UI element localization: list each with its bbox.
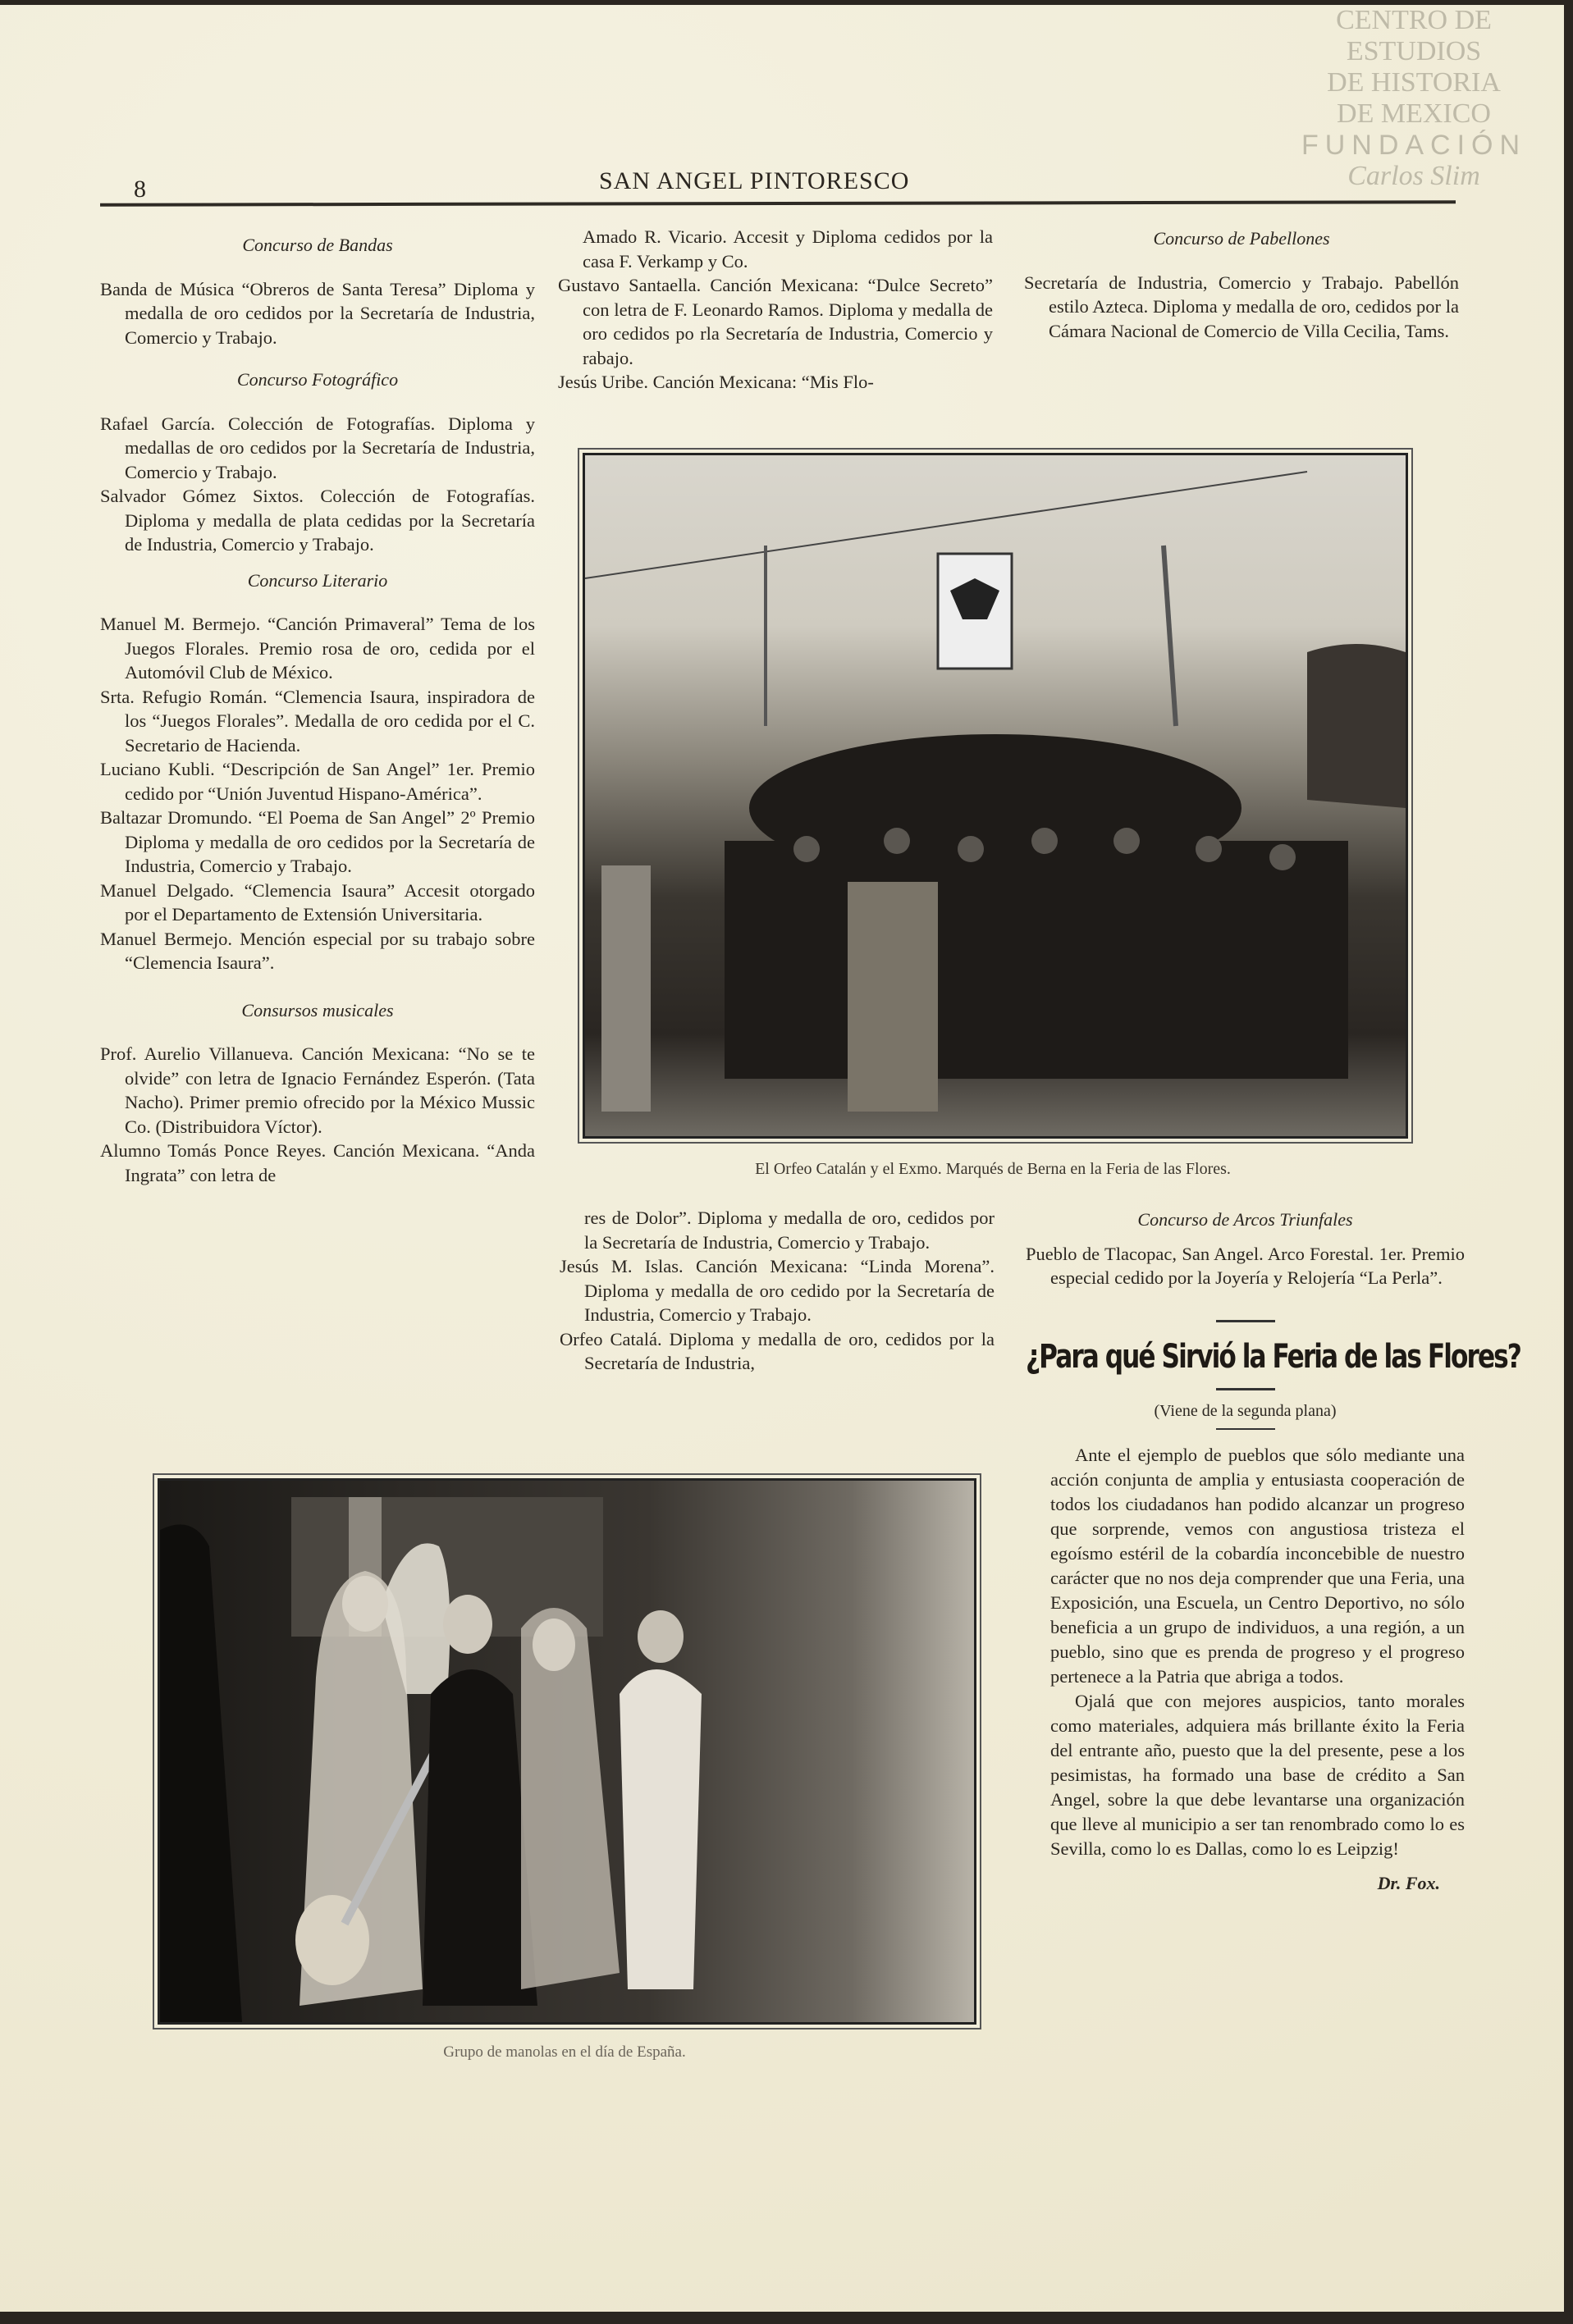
award-entry: Orfeo Catalá. Diploma y medalla de oro, cedidos por la Secretaría de Industria, bbox=[560, 1328, 995, 1373]
photo-orfeo-catalan bbox=[583, 453, 1408, 1139]
article-headline: ¿Para qué Sirvió la Feria de las Flores? bbox=[1026, 1337, 1520, 1376]
column-3-top bbox=[1024, 226, 1459, 343]
watermark-line: DE MEXICO bbox=[1337, 98, 1491, 129]
photo-women-illustration bbox=[160, 1481, 974, 2022]
photo-grupo-manolas bbox=[158, 1478, 976, 2025]
section-heading: Concurso Fotográfico bbox=[236, 369, 399, 390]
watermark-signature: Carlos Slim bbox=[1347, 161, 1480, 191]
award-entry: Luciano Kubli. “Descripción de San Angel” 1er. Premio cedido por “Unión Juventud Hispano-América”. bbox=[100, 759, 535, 804]
section-heading: Concurso Literario bbox=[247, 569, 388, 591]
award-entry: Srta. Refugio Román. “Clemencia Isaura, inspiradora de los “Juegos Florales”. Medalla de oro cedida por el C. Secretario de Hacienda. bbox=[100, 686, 535, 756]
award-entry: Prof. Aurelio Villanueva. Canción Mexicana: “No se te olvide” con letra de Ignacio Fernández Esperón. (Tata Nacho). Primer premio ofrecido por la México Mussic Co. (Distribuidora Víctor). bbox=[100, 1043, 535, 1137]
photo-caption: Grupo de manolas en el día de España. bbox=[443, 2043, 686, 2061]
article-signature: Dr. Fox. bbox=[1377, 1872, 1440, 1893]
section-heading: Concurso de Bandas bbox=[242, 235, 393, 255]
divider bbox=[1216, 1388, 1275, 1390]
section-heading: Consursos musicales bbox=[241, 999, 394, 1020]
award-entry: Pueblo de Tlacopac, San Angel. Arco Forestal. 1er. Premio especial cedido por la Joyería y Relojería “La Perla”. bbox=[1026, 1243, 1465, 1288]
watermark-line: FUNDACIÓN bbox=[1301, 130, 1527, 161]
photo-caption: El Orfeo Catalán y el Exmo. Marqués de Berna en la Feria de las Flores. bbox=[755, 1160, 1231, 1178]
award-entry: Banda de Música “Obreros de Santa Teresa” Diploma y medalla de oro cedidos por la Secretaría de Industria, Comercio y Trabajo. bbox=[100, 278, 535, 348]
award-entry-continued: res de Dolor”. Diploma y medalla de oro, cedidos por la Secretaría de Industria, Comercio y Trabajo. bbox=[584, 1208, 995, 1253]
award-entry: Rafael García. Colección de Fotografías. Diploma y medallas de oro cedidos por la Secretaría de Industria, Comercio y Trabajo. bbox=[100, 413, 535, 482]
award-entry: Jesús M. Islas. Canción Mexicana: “Linda Morena”. Diploma y medalla de oro cedido por la Secretaría de Industria, Comercio y Trabajo. bbox=[560, 1256, 995, 1325]
section-heading: Concurso de Pabellones bbox=[1153, 228, 1330, 249]
award-entry: Gustavo Santaella. Canción Mexicana: “Dulce Secreto” con letra de F. Leonardo Ramos. Diploma y medalla de oro cedidos po rla Secretaría de Industria, Comercio y rabajo. bbox=[558, 275, 993, 368]
watermark-line: CENTRO DE bbox=[1336, 5, 1492, 35]
column-2-top bbox=[558, 225, 993, 395]
divider bbox=[1216, 1428, 1275, 1430]
newspaper-page bbox=[0, 5, 1564, 2312]
award-entry: Jesús Uribe. Canción Mexicana: “Mis Flo- bbox=[558, 372, 874, 392]
article-subhead: (Viene de la segunda plana) bbox=[1154, 1401, 1337, 1420]
award-entry: Manuel Delgado. “Clemencia Isaura” Accesit otorgado por el Departamento de Extensión Universitaria. bbox=[100, 879, 535, 925]
award-entry: Baltazar Dromundo. “El Poema de San Angel” 2º Premio Diploma y medalla de oro cedidos por la Secretaría de Industria, Comercio y Trabajo. bbox=[100, 807, 535, 876]
award-entry: Alumno Tomás Ponce Reyes. Canción Mexicana. “Anda Ingrata” con letra de bbox=[100, 1140, 535, 1185]
article-body bbox=[1026, 1443, 1465, 1861]
section-heading: Concurso de Arcos Triunfales bbox=[1137, 1209, 1353, 1230]
award-entry: Manuel Bermejo. Mención especial por su trabajo sobre “Clemencia Isaura”. bbox=[100, 928, 535, 973]
header-rule bbox=[100, 200, 1456, 206]
watermark-line: ESTUDIOS bbox=[1346, 36, 1482, 66]
award-entry: Manuel M. Bermejo. “Canción Primaveral” Tema de los Juegos Florales. Premio rosa de oro, cedida por el Automóvil Club de México. bbox=[100, 614, 535, 683]
column-3-bottom bbox=[1026, 1208, 1520, 1895]
column-1 bbox=[100, 233, 535, 1187]
column-2-bottom bbox=[560, 1206, 995, 1376]
watermark-line: DE HISTORIA bbox=[1327, 67, 1501, 98]
award-entry: Amado R. Vicario. Accesit y Diploma cedidos por la casa F. Verkamp y Co. bbox=[583, 226, 993, 272]
award-entry: Secretaría de Industria, Comercio y Trabajo. Pabellón estilo Azteca. Diploma y medalla de oro, cedidos por la Cámara Nacional de Comercio de Villa Cecilia, Tams. bbox=[1024, 272, 1459, 341]
article bbox=[1026, 1320, 1520, 1896]
article-paragraph: Ante el ejemplo de pueblos que sólo mediante una acción conjunta de amplia y entusiasta cooperación de todos los ciudadanos han podido alcanzar un progreso que sorprende, vemos con angustiosa tristeza el egoísmo estéril de la cobardía inconcebible de nuestro carácter que no nos deja comprender que una Feria, una Exposición, una Escuela, un Centro Deportivo, no sólo beneficia a un grupo de individuos, a una región, a un pueblo, sino que es prenda de progreso y el progreso pertenece a la Patria que abriga a todos. bbox=[1050, 1444, 1465, 1687]
award-entry: Salvador Gómez Sixtos. Colección de Fotografías. Diploma y medalla de plata cedidas por la Secretaría de Industria, Comercio y Trabajo. bbox=[100, 486, 535, 555]
page-number: 8 bbox=[134, 176, 146, 203]
photo-crowd-illustration bbox=[585, 455, 1406, 1136]
publication-title: SAN ANGEL PINTORESCO bbox=[599, 167, 910, 194]
article-paragraph: Ojalá que con mejores auspicios, tanto morales como materiales, adquiera más brillante éxito la Feria del entrante año, puesto que la del presente, pese a los pesimistas, ha formado una base de crédito a San Angel, sobre la que debe levantarse una organización que lleve al municipio a ser tan renombrado como lo es Sevilla, como lo es Dallas, como lo es Leipzig! bbox=[1050, 1690, 1465, 1859]
watermark bbox=[1264, 5, 1564, 192]
divider bbox=[1216, 1320, 1275, 1322]
